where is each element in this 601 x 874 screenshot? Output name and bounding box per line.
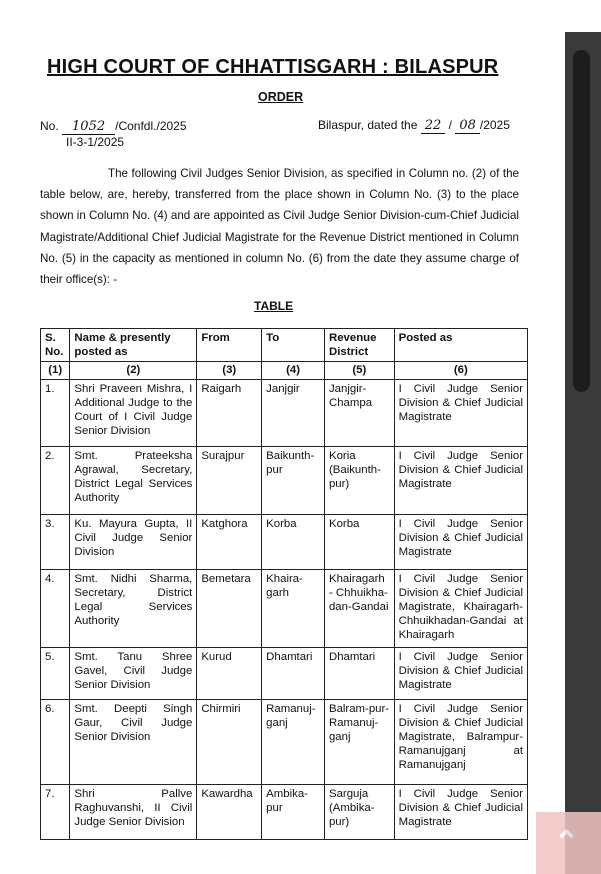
cell-sno: 1. <box>41 379 70 446</box>
cell-to: Baikunth-pur <box>262 446 325 514</box>
transfer-table <box>40 328 528 840</box>
court-title: HIGH COURT OF CHHATTISGARH : BILASPUR <box>47 56 499 78</box>
cell-district: Balram-pur-Ramanuj-ganj <box>324 699 394 784</box>
scroll-to-top-button[interactable] <box>536 812 601 874</box>
chevron-up-icon: ⌃ <box>554 826 580 859</box>
ref-number-handwritten: 1052 <box>62 119 115 135</box>
date-prefix: Bilaspur, dated the <box>318 118 418 132</box>
cell-posted-as: I Civil Judge Senior Division & Chief Judicial Magistrate <box>394 446 527 514</box>
cell-from: Kawardha <box>197 784 262 839</box>
cell-sno: 4. <box>41 569 70 647</box>
table-row <box>41 446 528 514</box>
date-month-handwritten: 08 <box>455 118 480 134</box>
order-paragraph: The following Civil Judges Senior Division, as specified in Column no. (2) of the table below, are, hereby, transferred from the place shown in Column No. (3) to the place shown in Column No. (4) and are appointed as Civil Judge Senior Division-cum-Chief Judicial Magistrate/Additional Chief Judicial Magistrate for the Revenue District mentioned in Column No. (5) in the capacity as mentioned in column No. (6) from the date they assume charge of their office(s): - <box>40 167 519 287</box>
cell-name: Smt. Deepti Singh Gaur, Civil Judge Senior Division <box>70 699 197 784</box>
cell-district: Korba <box>324 514 394 569</box>
table-heading: TABLE <box>254 299 294 313</box>
cell-from: Kurud <box>197 647 262 699</box>
cell-posted-as: I Civil Judge Senior Division & Chief Judicial Magistrate, Balrampur-Ramanujganj at Ramanujganj <box>394 699 527 784</box>
header-sno: S. No. <box>41 329 70 362</box>
date-year: /2025 <box>479 118 510 132</box>
column-number: (4) <box>262 362 325 379</box>
table-row <box>41 699 528 784</box>
cell-name: Shri Praveen Mishra, I Additional Judge to the Court of I Civil Judge Senior Division <box>70 379 197 446</box>
cell-to: Dhamtari <box>262 647 325 699</box>
cell-from: Bemetara <box>197 569 262 647</box>
column-number-row <box>41 362 528 379</box>
cell-from: Surajpur <box>197 446 262 514</box>
cell-posted-as: I Civil Judge Senior Division & Chief Judicial Magistrate <box>394 379 527 446</box>
column-number: (3) <box>197 362 262 379</box>
cell-to: Janjgir <box>262 379 325 446</box>
cell-to: Korba <box>262 514 325 569</box>
cell-to: Ambika-pur <box>262 784 325 839</box>
cell-sno: 6. <box>41 699 70 784</box>
cell-posted-as: I Civil Judge Senior Division & Chief Judicial Magistrate, Khairagarh-Chhuikhadan-Gandai at Khairagarh <box>394 569 527 647</box>
order-date <box>318 118 510 134</box>
cell-from: Chirmiri <box>197 699 262 784</box>
table-row <box>41 569 528 647</box>
cell-from: Katghora <box>197 514 262 569</box>
header-to: To <box>262 329 325 362</box>
header-from: From <box>197 329 262 362</box>
cell-name: Smt. Tanu Shree Gavel, Civil Judge Senior Division <box>70 647 197 699</box>
cell-posted-as: I Civil Judge Senior Division & Chief Judicial Magistrate <box>394 647 527 699</box>
date-separator: / <box>448 118 452 132</box>
cell-name: Smt. Nidhi Sharma, Secretary, District Legal Services Authority <box>70 569 197 647</box>
cell-name: Smt. Prateeksha Agrawal, Secretary, District Legal Services Authority <box>70 446 197 514</box>
cell-to: Khaira-garh <box>262 569 325 647</box>
cell-district: Sarguja (Ambika-pur) <box>324 784 394 839</box>
table-header-row <box>41 329 528 362</box>
header-name: Name & presently posted as <box>70 329 197 362</box>
table-row <box>41 514 528 569</box>
cell-name: Ku. Mayura Gupta, II Civil Judge Senior Division <box>70 514 197 569</box>
order-heading: ORDER <box>258 90 304 104</box>
cell-name: Shri Pallve Raghuvanshi, II Civil Judge Senior Division <box>70 784 197 839</box>
cell-district: Janjgir-Champa <box>324 379 394 446</box>
table-row <box>41 784 528 839</box>
cell-district: Koria (Baikunth-pur) <box>324 446 394 514</box>
header-posted-as: Posted as <box>394 329 527 362</box>
table-body <box>41 379 528 839</box>
cell-sno: 5. <box>41 647 70 699</box>
column-number: (2) <box>70 362 197 379</box>
ref-prefix: No. <box>40 119 59 133</box>
cell-from: Raigarh <box>197 379 262 446</box>
column-number: (1) <box>41 362 70 379</box>
cell-posted-as: I Civil Judge Senior Division & Chief Judicial Magistrate <box>394 514 527 569</box>
cell-sno: 3. <box>41 514 70 569</box>
scrollbar-thumb[interactable] <box>573 50 590 392</box>
table-row <box>41 379 528 446</box>
cell-to: Ramanuj-ganj <box>262 699 325 784</box>
column-number: (6) <box>394 362 527 379</box>
cell-sno: 2. <box>41 446 70 514</box>
cell-posted-as: I Civil Judge Senior Division & Chief Judicial Magistrate <box>394 784 527 839</box>
cell-sno: 7. <box>41 784 70 839</box>
table-row <box>41 647 528 699</box>
reference-number <box>40 119 187 135</box>
date-day-handwritten: 22 <box>421 118 446 134</box>
cell-district: Khairagarh - Chhuikha-dan-Gandai <box>324 569 394 647</box>
header-revenue-district: Revenue District <box>324 329 394 362</box>
sub-reference: II-3-1/2025 <box>66 135 125 149</box>
ref-suffix: /Confdl./2025 <box>115 119 187 133</box>
cell-district: Dhamtari <box>324 647 394 699</box>
column-number: (5) <box>324 362 394 379</box>
